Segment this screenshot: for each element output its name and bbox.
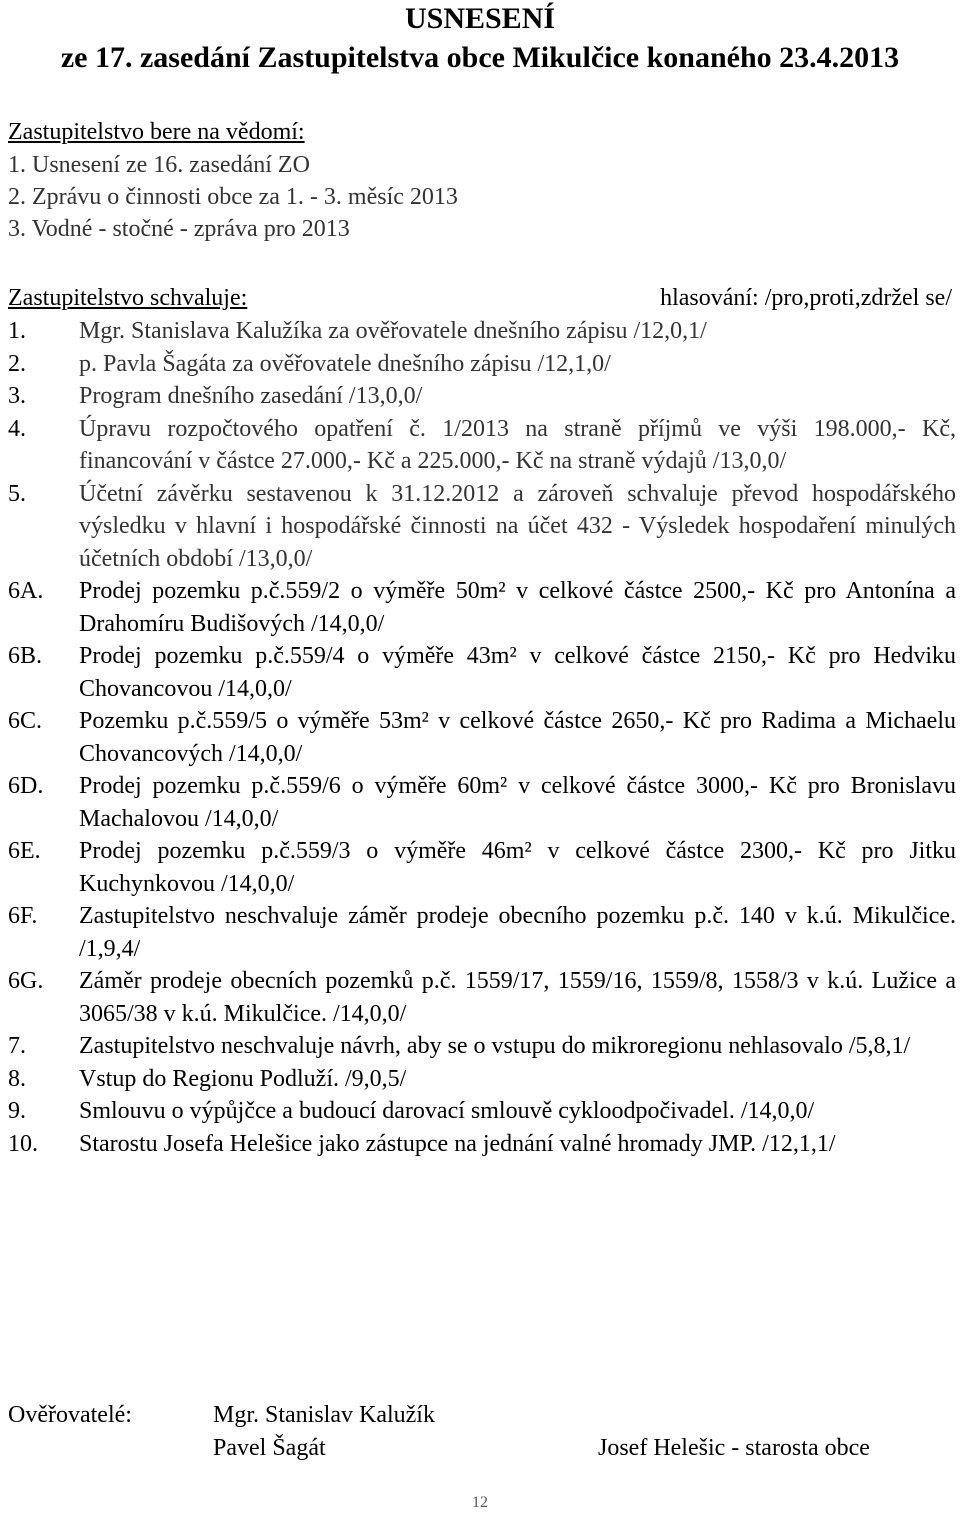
resolution-item bbox=[8, 835, 956, 900]
mayor-signature-line: Josef Helešic - starosta obce bbox=[598, 1435, 870, 1461]
resolution-item bbox=[8, 900, 956, 965]
verifier-name: Pavel Šagát bbox=[213, 1435, 326, 1461]
resolution-item bbox=[8, 1128, 956, 1161]
item-number: 3. bbox=[8, 383, 26, 409]
verifier-name: Mgr. Stanislav Kalužík bbox=[213, 1402, 435, 1428]
resolution-item bbox=[8, 380, 956, 413]
item-text: Starostu Josefa Helešice jako zástupce na jednání valné hromady JMP. /12,1,1/ bbox=[79, 1130, 836, 1157]
notice-heading: Zastupitelstvo bere na vědomí: bbox=[8, 119, 305, 145]
resolution-item bbox=[8, 315, 956, 348]
resolution-item bbox=[8, 705, 956, 770]
item-number: 6C. bbox=[8, 708, 43, 734]
resolution-item bbox=[8, 348, 956, 381]
item-text: Prodej pozemku p.č.559/2 o výměře 50m² v celkové částce 2500,- Kč pro Antonína a Drahomíru Budišových /14,0,0/ bbox=[79, 578, 956, 637]
item-number: 6E. bbox=[8, 838, 41, 864]
page-number: 12 bbox=[472, 1494, 488, 1511]
notice-item: 2. Zprávu o činnosti obce za 1. - 3. měsíc 2013 bbox=[8, 184, 458, 210]
approve-heading: Zastupitelstvo schvaluje: bbox=[8, 285, 248, 311]
resolution-item bbox=[8, 770, 956, 835]
verifiers-label: Ověřovatelé: bbox=[8, 1402, 132, 1428]
item-text: Program dnešního zasedání /13,0,0/ bbox=[79, 383, 423, 409]
item-text: Smlouvu o výpůjčce a budoucí darovací smlouvě cykloodpočivadel. /14,0,0/ bbox=[79, 1098, 815, 1124]
resolution-item bbox=[8, 965, 956, 1030]
notice-item: 3. Vodné - stočné - zpráva pro 2013 bbox=[8, 216, 350, 242]
resolution-list bbox=[8, 315, 956, 1160]
item-number: 2. bbox=[8, 350, 26, 377]
item-number: 6B. bbox=[8, 643, 43, 669]
item-text: Pozemku p.č.559/5 o výměře 53m² v celkové částce 2650,- Kč pro Radima a Michaelu Chovancových /14,0,0/ bbox=[79, 708, 956, 767]
item-number: 6A. bbox=[8, 578, 44, 604]
item-text: Prodej pozemku p.č.559/3 o výměře 46m² v celkové částce 2300,- Kč pro Jitku Kuchynkovou /14,0,0/ bbox=[79, 838, 956, 897]
item-text: Zastupitelstvo neschvaluje návrh, aby se o vstupu do mikroregionu nehlasovalo /5,8,1/ bbox=[79, 1033, 911, 1059]
item-number: 8. bbox=[8, 1065, 26, 1092]
resolution-item bbox=[8, 1030, 956, 1063]
item-text: Zastupitelstvo neschvaluje záměr prodeje obecního pozemku p.č. 140 v k.ú. Mikulčice. /1,9,4/ bbox=[79, 903, 956, 962]
item-text: Vstup do Regionu Podluží. /9,0,5/ bbox=[79, 1065, 407, 1092]
resolution-item bbox=[8, 640, 956, 705]
item-text: Prodej pozemku p.č.559/4 o výměře 43m² v celkové částce 2150,- Kč pro Hedviku Chovancovou /14,0,0/ bbox=[79, 643, 956, 702]
item-number: 9. bbox=[8, 1098, 26, 1124]
item-number: 5. bbox=[8, 480, 26, 507]
item-number: 6D. bbox=[8, 773, 44, 799]
voting-note: hlasování: /pro,proti,zdržel se/ bbox=[660, 285, 952, 311]
resolution-item bbox=[8, 478, 956, 576]
item-number: 6G. bbox=[8, 968, 44, 994]
document-subtitle: ze 17. zasedání Zastupitelstva obce Mikulčice konaného 23.4.2013 bbox=[60, 41, 900, 74]
item-text: Mgr. Stanislava Kalužíka za ověřovatele dnešního zápisu /12,0,1/ bbox=[79, 318, 707, 344]
item-text: Účetní závěrku sestavenou k 31.12.2012 a zároveň schvaluje převod hospodářského výsledku v hlavní i hospodářské činnosti na účet 432 - Výsledek hospodaření minulých účetních období /13,0,0/ bbox=[79, 480, 956, 572]
item-number: 10. bbox=[8, 1130, 38, 1157]
item-number: 1. bbox=[8, 318, 26, 344]
item-number: 6F. bbox=[8, 903, 38, 929]
item-text: p. Pavla Šagáta za ověřovatele dnešního zápisu /12,1,0/ bbox=[79, 350, 611, 377]
document-title: USNESENÍ bbox=[404, 2, 556, 35]
item-number: 7. bbox=[8, 1033, 26, 1059]
item-text: Úpravu rozpočtového opatření č. 1/2013 na straně příjmů ve výši 198.000,- Kč, financování v částce 27.000,- Kč a 225.000,- Kč na straně výdajů /13,0,0/ bbox=[79, 415, 956, 474]
resolution-item bbox=[8, 575, 956, 640]
item-text: Prodej pozemku p.č.559/6 o výměře 60m² v celkové částce 3000,- Kč pro Bronislavu Machalovou /14,0,0/ bbox=[79, 773, 956, 832]
resolution-item bbox=[8, 413, 956, 478]
notice-item: 1. Usnesení ze 16. zasedání ZO bbox=[8, 152, 310, 178]
item-number: 4. bbox=[8, 415, 26, 442]
item-text: Záměr prodeje obecních pozemků p.č. 1559/17, 1559/16, 1559/8, 1558/3 v k.ú. Lužice a 3065/38 v k.ú. Mikulčice. /14,0,0/ bbox=[79, 968, 956, 1027]
resolution-item bbox=[8, 1095, 956, 1128]
resolution-item bbox=[8, 1063, 956, 1096]
